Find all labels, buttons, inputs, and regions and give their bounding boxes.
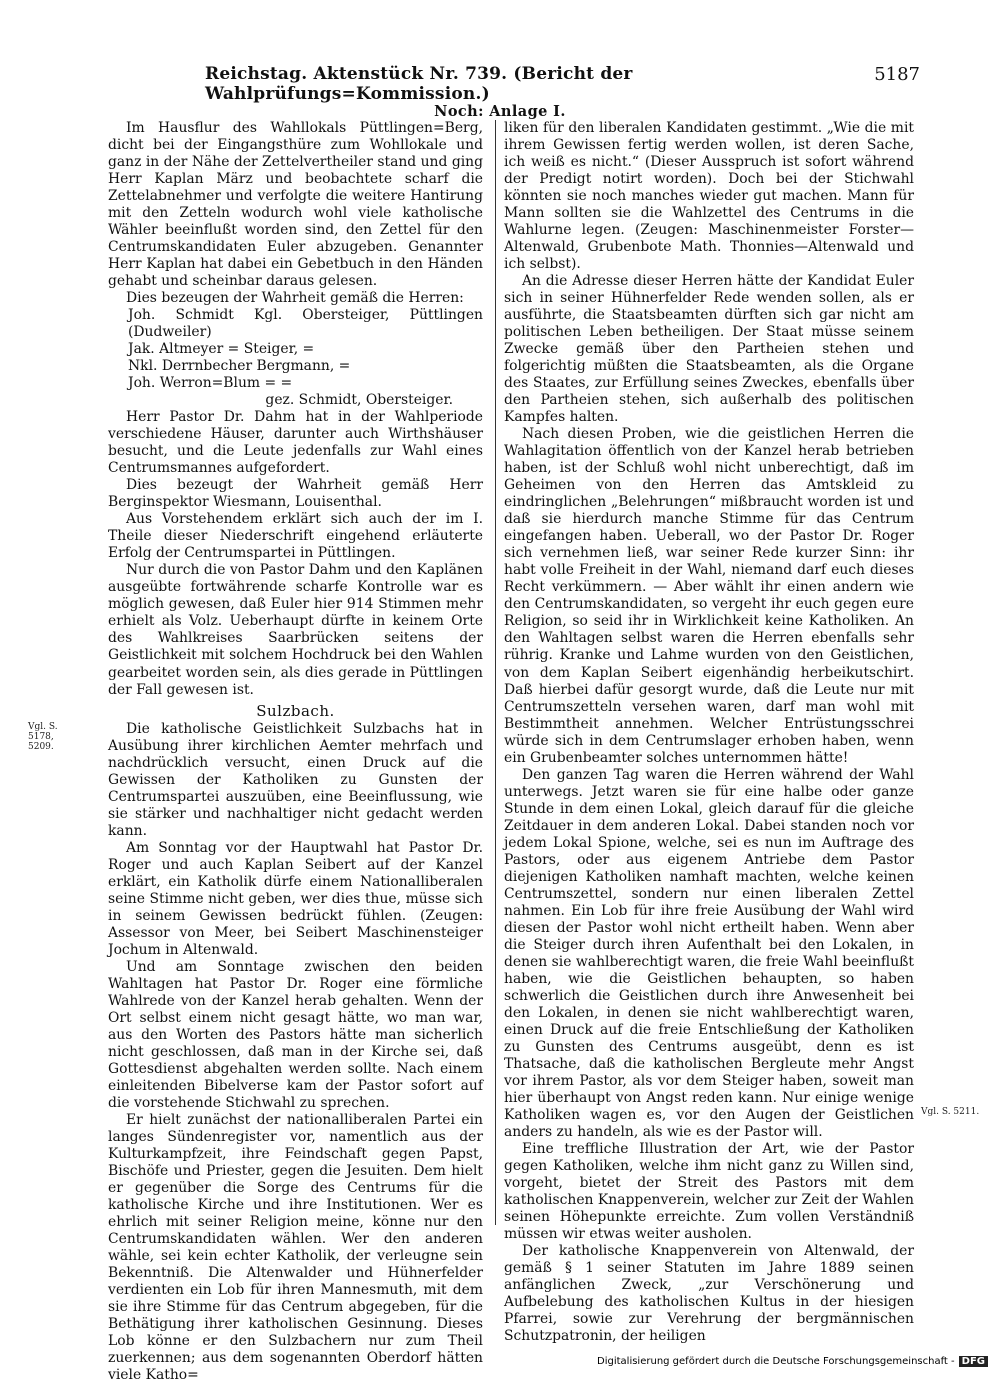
paragraph: Herr Pastor Dr. Dahm hat in der Wahlperiode verschiedene Häuser, darunter auch Wirthshäuser besucht, und die Leute jedenfalls zur Wahl eines Centrumsmannes aufgefordert. <box>108 409 483 477</box>
margin-note-right: Vgl. S. 5211. <box>921 1107 980 1117</box>
paragraph: Im Hausflur des Wahllokals Püttlingen=Berg, dicht bei der Eingangsthüre zum Wohllokale und ganz in der Nähe der Zettelvertheiler stand und ging Herr Kaplan März und beobachtete scharf die Zettelabnehmer und verfolgte die weitere Hantirung mit den Zetteln wodurch wohl viele katholische Wähler beeinflußt worden sind, den Zettel für den Centrumskandidaten Euler abzugeben. Genannter Herr Kaplan hat dabei ein Gebetbuch in den Händen gehabt und scheinbar daraus gelesen. <box>108 120 483 290</box>
column-divider <box>495 120 496 1225</box>
signature-line: gez. Schmidt, Obersteiger. <box>265 392 453 409</box>
header-title: Reichstag. Aktenstück Nr. 739. (Bericht der Wahlprüfungs=Kommission.) <box>205 64 633 104</box>
section-heading-sulzbach: Sulzbach. <box>256 701 335 720</box>
paragraph: An die Adresse dieser Herren hätte der Kandidat Euler sich in seiner Hühnerfelder Rede wenden sollen, als er ausführte, die Staatsbeamten dürften sich gar nicht am politischen Leben betheiligen. Der Staat müsse seinem Zwecke gemäß über den Partheien stehen und folgerichtig müßten die Staatsbeamten, als die Organe des Staates, zur Erfüllung seines Zweckes, ebenfalls über den Partheien stehen, sich außerhalb des politischen Kampfes halten. <box>504 273 914 426</box>
paragraph: Und am Sonntage zwischen den beiden Wahltagen hat Pastor Dr. Roger eine förmliche Wahlrede von der Kanzel herab gehalten. Wenn der Ort selbst einem nicht gesagt hätte, wo man war, aus den Worten des Pastors hätte man sicherlich nicht geschlossen, daß man in der Kirche sei, daß Gottesdienst abgehalten werden sollte. Nach einem einleitenden Bibelverse kam der Pastor sofort auf die vorstehende Stichwahl zu sprechen. <box>108 958 483 1111</box>
paragraph: Am Sonntag vor der Hauptwahl hat Pastor Dr. Roger und auch Kaplan Seibert auf der Kanzel erklärt, ein Katholik dürfe einem Nationalliberalen seine Stimme nicht geben, wer dies thue, müsse sich in seinem Gewissen bedrückt fühlen. (Zeugen: Assessor von Meer, bei Seibert Maschinensteiger Jochum in Altenwald. <box>108 839 483 958</box>
paragraph: liken für den liberalen Kandidaten gestimmt. „Wie die mit ihrem Gewissen fertig werden wollen, ist deren Sache, ich weiß es nicht.“ (Dieser Ausspruch ist sofort während der Predigt notirt worden). Doch bei der Stichwahl könnten sie noch manches wieder gut machen. Mann für Mann sollten sie die Wahlzettel des Centrums in die Wahlurne legen. (Zeugen: Maschinenmeister Forster—Altenwald, Grubenbote Math. Thonnies—Altenwald und ich selbst). <box>504 120 914 273</box>
paragraph: Die katholische Geistlichkeit Sulzbachs hat in Ausübung ihrer kirchlichen Aemter mehrfach und nachdrücklich versucht, einen Druck auf die Gewissen der Katholiken zu Gunsten der Centrumspartei auszuüben, eine Beeinflussung, wie sie stärker und nachhaltiger nicht gedacht werden kann. <box>108 720 483 839</box>
paragraph: Eine treffliche Illustration der Art, wie der Pastor gegen Katholiken, welche ihm nicht ganz zu Willen sind, vorgeht, bietet der Streit des Pastors mit dem katholischen Knappenverein, welcher zur Zeit der Wahlen seinen Höhepunkte erreichte. Zum vollen Verständniß müssen wir etwas weiter ausholen. <box>504 1140 914 1243</box>
paragraph: Der katholische Knappenverein von Altenwald, der gemäß § 1 seiner Statuten im Jahre 1889 seinen anfänglichen Zweck, „zur Verschönerung und Aufbelebung des katholischen Kultus in der hiesigen Pfarrei, sowie zur Verehrung der bergmännischen Schutzpatronin, der heiligen <box>504 1243 914 1345</box>
paragraph: Er hielt zunächst der nationalliberalen Partei ein langes Sündenregister vor, namentlich aus der Kulturkampfzeit, ihre Feindschaft gegen Papst, Bischöfe und Priester, gegen die Jesuiten. Dem hielt er gegenüber die Sorge des Centrums für die katholische Kirche und ihre Institutionen. Wer es ehrlich mit seiner Religion meine, könne nur den Centrumskandidaten wählen. Wer den anderen wähle, sei kein echter Katholik, der verleugne sein Bekenntniß. Die Altenwalder und Hühnerfelder verdienten ein Lob für ihren Mannesmuth, mit dem sie ihre Stimme für das Centrum abgegeben, für die Bethätigung ihrer katholischen Gesinnung. Dieses Lob könne er den Sulzbachern nur zum Theil zuerkennen; aus dem sogenannten Oberdorf hätten viele Katho= <box>108 1111 483 1384</box>
running-header <box>150 60 920 104</box>
footer-credit <box>0 1356 988 1367</box>
paragraph: Dies bezeugt der Wahrheit gemäß Herr Berginspektor Wiesmann, Louisenthal. <box>108 477 483 511</box>
dfg-logo: DFG <box>959 1356 988 1367</box>
page-number: 5187 <box>874 64 920 85</box>
witness-line: Joh. Werron=Blum = = <box>128 375 293 392</box>
paragraph: Nach diesen Proben, wie die geistlichen Herren die Wahlagitation öffentlich von der Kanzel herab betrieben haben, ist der Schluß wohl nicht unberechtigt, daß im Geheimen von den Herren das Amtskleid zu eindringlichen „Belehrungen“ mißbraucht worden ist und daß sie hierdurch manche Stimme für das Centrum eingefangen haben. Ueberall, wo der Pastor Dr. Roger sich vernehmen ließ, war seiner Rede kurzer Sinn: ihr habt volle Freiheit in der Wahl, niemand darf euch dieses Recht verkümmern. — Aber wählt ihr einen andern wie den Centrumskandidaten, so vergeht ihr euch gegen eure Religion, so seid ihr in Wirklichkeit keine Katholiken. An den Wahltagen selbst waren die Herren ebenfalls sehr rührig. Kranke und Lahme wurden von den Geistlichen, von dem Kaplan Seibert eigenhändig herbeikutschirt. Daß hierbei dafür gesorgt wurde, daß die Leute nur mit Centrumszetteln versehen waren, darf man wohl mit Bestimmtheit annehmen. Welcher Entrüstungsschrei würde sich in dem Centrumslager erhoben haben, wenn ein Grubenbeamter solches unternommen hätte! <box>504 426 914 766</box>
witness-line: Joh. Schmidt Kgl. Obersteiger, Püttlingen (Dudweiler) <box>128 307 483 341</box>
margin-note-left: Vgl. S. 5178, 5209. <box>28 722 58 752</box>
witness-line: Jak. Altmeyer = Steiger, = <box>128 341 315 358</box>
footer-text: Digitalisierung gefördert durch die Deutsche Forschungsgemeinschaft - <box>597 1356 955 1367</box>
paragraph: Dies bezeugen der Wahrheit gemäß die Herren: <box>126 290 464 307</box>
paragraph: Den ganzen Tag waren die Herren während der Wahl unterwegs. Jetzt waren sie für eine halbe oder ganze Stunde in dem einen Lokal, gleich darauf für die gleiche Zeitdauer in dem anderen Lokal. Dabei standen noch vor jedem Lokal Spione, welche, sei es nun im Auftrage des Pastors, oder aus eigenem Antriebe dem Pastor diejenigen Katholiken namhaft machten, welche keinen Centrumszettel, sondern nur einen liberalen Zettel nahmen. Ein Lob für ihre freie Ausübung der Wahl wird diesen der Pastor wohl nicht ertheilt haben. Wenn aber die Steiger durch ihren Aufenthalt bei den Lokalen, in denen sie wahlberechtigt waren, die freie Wahl beeinflußt haben, wie die Geistlichen behaupten, so haben schwerlich die Geistlichen durch ihre Anwesenheit bei den Lokalen, in denen sie nicht wahlberechtigt waren, einen Druck auf die freie Entschließung der Katholiken zu Gunsten des Centrums ausgeübt, denn es ist Thatsache, daß die katholischen Bergleute mehr Angst vor ihrem Pastor, als vor dem Steiger haben, soweit man hier überhaupt von Angst reden kann. Nur einige wenige Katholiken wagen es, vor den Augen der Geistlichen anders zu handeln, als wie es der Pastor will. <box>504 766 914 1140</box>
annex-heading: Noch: Anlage I. <box>434 103 566 120</box>
paragraph: Nur durch die von Pastor Dahm und den Kaplänen ausgeübte fortwährende scharfe Kontrolle war es möglich gewesen, daß Euler hier 914 Stimmen mehr erhielt als Volz. Ueberhaupt dürfte in keinem Orte des Wahlkreises Saarbrücken seitens der Geistlichkeit mit solchem Hochdruck bei den Wahlen gearbeitet worden sein, als dies gerade in Püttlingen der Fall gewesen ist. <box>108 562 483 698</box>
witness-line: Nkl. Derrnbecher Bergmann, = <box>128 358 351 375</box>
right-column <box>504 120 914 1345</box>
paragraph: Aus Vorstehendem erklärt sich auch der im I. Theile dieser Niederschrift eingehend erläuterte Erfolg der Centrumspartei in Püttlingen. <box>108 511 483 562</box>
left-column <box>108 120 483 1384</box>
